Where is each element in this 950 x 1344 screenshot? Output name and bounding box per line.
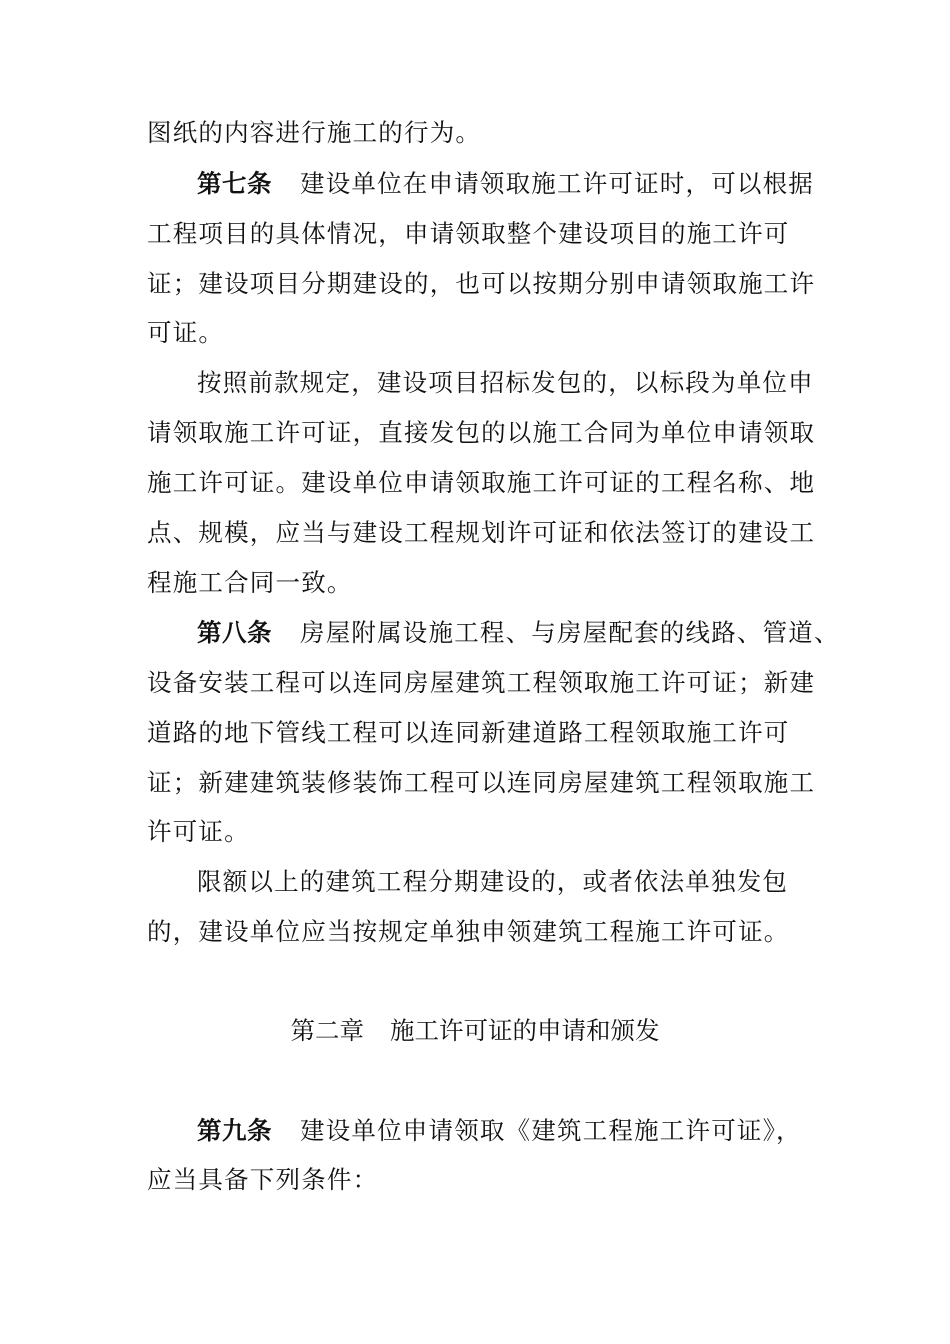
- article-8-text-line-5: 许可证。: [147, 817, 250, 846]
- article-7-text-line-3: 证；建设项目分期建设的，也可以按期分别申请领取施工许: [147, 269, 816, 298]
- article-7-first-line: [197, 167, 814, 201]
- article-9-label: 第九条: [197, 1116, 272, 1145]
- article-7-para-2-line-4: 点、规模，应当与建设工程规划许可证和依法签订的建设工: [147, 518, 816, 547]
- article-8-para-2-line-1: 限额以上的建筑工程分期建设的，或者依法单独发包: [197, 867, 789, 896]
- article-8-para-2-line-2: 的，建设单位应当按规定单独申领建筑工程施工许可证。: [147, 917, 790, 946]
- article-7-para-2-line-5: 程施工合同一致。: [147, 568, 353, 597]
- article-8-text-line-3: 道路的地下管线工程可以连同新建道路工程领取施工许可: [147, 718, 790, 747]
- paragraph-continuation-line: 图纸的内容进行施工的行为。: [147, 118, 482, 147]
- article-9-text-line-1: 建设单位申请领取《建筑工程施工许可证》，: [300, 1116, 802, 1145]
- article-7-para-2-line-2: 请领取施工许可证，直接发包的以施工合同为单位申请领取: [147, 418, 816, 447]
- article-8-label: 第八条: [197, 618, 272, 647]
- article-7-text-line-4: 可证。: [147, 318, 225, 347]
- chapter-number: 第二章: [290, 1016, 364, 1045]
- article-7-label: 第七条: [197, 169, 272, 198]
- article-7-text-line-2: 工程项目的具体情况，申请领取整个建设项目的施工许可: [147, 219, 790, 248]
- article-7-para-2-line-1: 按照前款规定，建设项目招标发包的，以标段为单位申: [197, 368, 814, 397]
- article-8-first-line: [197, 616, 840, 650]
- article-9-text-line-2: 应当具备下列条件：: [147, 1165, 379, 1194]
- chapter-heading: [0, 1014, 950, 1048]
- article-8-text-line-1: 房屋附属设施工程、与房屋配套的线路、管道、: [300, 618, 840, 647]
- article-9-first-line: [197, 1114, 802, 1148]
- article-8-text-line-4: 证；新建建筑装修装饰工程可以连同房屋建筑工程领取施工: [147, 768, 816, 797]
- chapter-title: 施工许可证的申请和颁发: [390, 1016, 660, 1045]
- article-7-para-2-line-3: 施工许可证。建设单位申请领取施工许可证的工程名称、地: [147, 468, 816, 497]
- article-7-text-line-1: 建设单位在申请领取施工许可证时，可以根据: [300, 169, 814, 198]
- article-8-text-line-2: 设备安装工程可以连同房屋建筑工程领取施工许可证；新建: [147, 668, 816, 697]
